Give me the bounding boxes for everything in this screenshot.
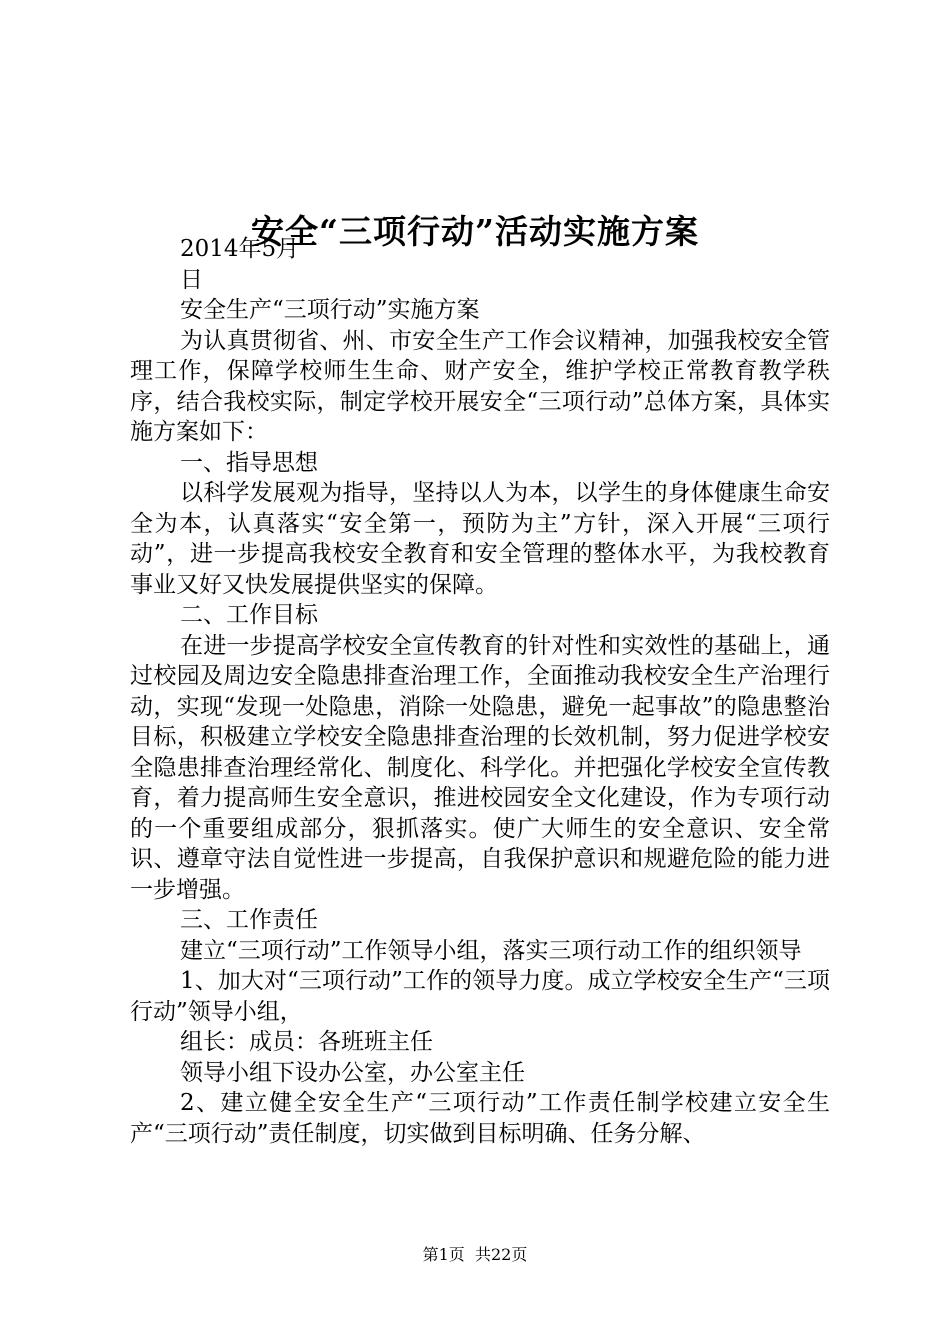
work-goals-paragraph: 在进一步提高学校安全宣传教育的针对性和实效性的基础上，通过校园及周边安全隐患排查治理工作，全面推动我校安全生产治理行动，实现“发现一处隐患，消除一处隐患，避免一起事故”的隐患整治目标，积极建立学校安全隐患排查治理的长效机制，努力促进学校安全隐患排查治理经常化、制度化、科学化。并把强化学校安全宣传教育，着力提高师生安全意识，推进校园安全文化建设，作为专项行动的一个重要组成部分，狠抓落实。使广大师生的安全意识、安全常识、遵章守法自觉性进一步提高，自我保护意识和规避危险的能力进一步增强。 bbox=[130, 632, 830, 903]
date-day-line: 日 bbox=[180, 266, 203, 293]
guiding-ideology-paragraph: 以科学发展观为指导，坚持以人为本，以学生的身体健康生命安全为本，认真落实“安全第一，预防为主”方针，深入开展“三项行动”，进一步提高我校安全教育和安全管理的整体水平，为我校教育事业又好又快发展提供坚实的保障。 bbox=[130, 480, 830, 598]
item-2-paragraph: 2、建立健全安全生产“三项行动”工作责任制学校建立安全生产“三项行动”责任制度，切实做到目标明确、任务分解、 bbox=[130, 1090, 830, 1147]
subtitle-paragraph: 安全生产“三项行动”实施方案 bbox=[180, 297, 480, 323]
item-1-paragraph: 1、加大对“三项行动”工作的领导力度。成立学校安全生产“三项行动”领导小组， bbox=[130, 968, 830, 1025]
intro-paragraph: 为认真贯彻省、州、市安全生产工作会议精神，加强我校安全管理工作，保障学校师生生命、财产安全，维护学校正常教育教学秩序，结合我校实际，制定学校开展安全“三项行动”总体方案，具体实施方案如下： bbox=[130, 327, 830, 445]
date-line: 2014年5月 bbox=[180, 236, 300, 262]
document-body bbox=[130, 234, 830, 1149]
document-title: 安全“三项行动”活动实施方案 bbox=[251, 212, 699, 252]
section-heading-work-responsibility: 三、工作责任 bbox=[180, 907, 318, 933]
section-heading-work-goals: 二、工作目标 bbox=[180, 602, 318, 628]
office-line: 领导小组下设办公室，办公室主任 bbox=[180, 1059, 525, 1086]
leadership-group-paragraph: 建立“三项行动”工作领导小组，落实三项行动工作的组织领导 bbox=[180, 937, 802, 964]
page-footer bbox=[0, 1243, 950, 1267]
section-heading-guiding-ideology: 一、指导思想 bbox=[180, 449, 318, 476]
page-total-label: 共22页 bbox=[474, 1245, 528, 1264]
group-members-line: 组长：成员：各班班主任 bbox=[180, 1029, 433, 1055]
page-number-label: 第1页 bbox=[422, 1245, 465, 1264]
